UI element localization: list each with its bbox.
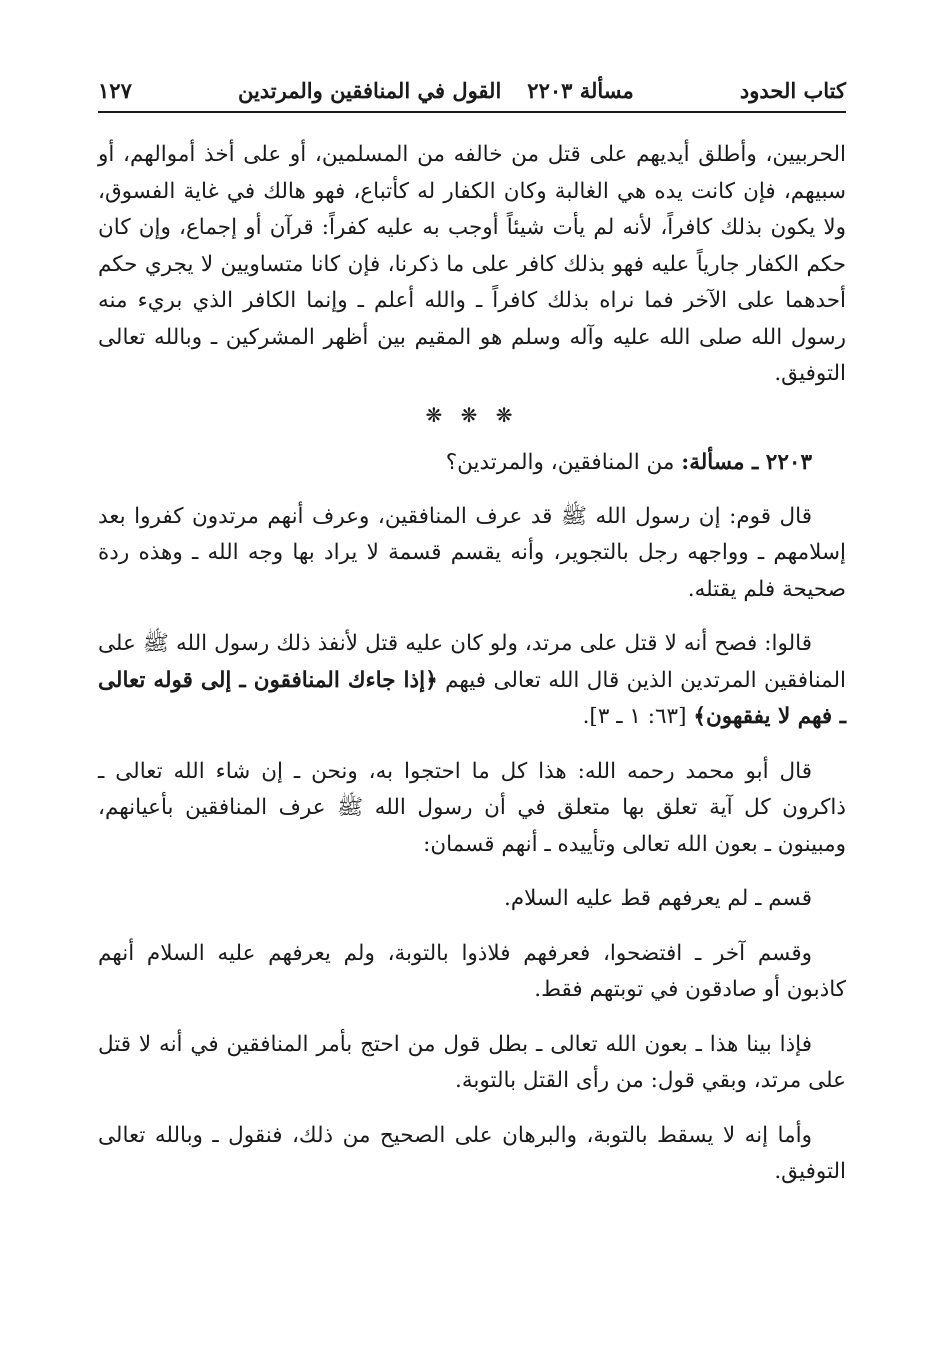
header-issue-number: مسألة ٢٢٠٣	[527, 78, 634, 103]
section-number: ٢٢٠٣ ـ مسألة:	[681, 449, 812, 475]
argument-text: قالوا: فصح أنه لا قتل على مرتد، ولو كان عليه قتل لأنفذ ذلك رسول الله ﷺ على المنافقين المرتدين الذين قال الله تعالى فيهم	[98, 631, 847, 693]
paragraph-continuation: الحربيين، وأطلق أيديهم على قتل من خالفه من المسلمين، أو على أخذ أموالهم، أو سبيهم، فإن كانت يده هي الغالبة وكان الكفار له كأتباع، فهو هالك في غاية الفسوق، ولا يكون بذلك كافراً، لأنه لم يأت شيئاً أوجب به عليه كفراً: قرآن أو إجماع، وإن كان حكم الكفار جارياً عليه فهو بذلك كافر على ما ذكرنا، فإن كانا متساويين لا يجري حكم أحدهما على الآخر فما نراه بذلك كافراً ـ والله أعلم ـ وإنما الكافر الذي بريء منه رسول الله صلى الله عليه وآله وسلم هو المقيم بين أظهر المشركين ـ وبالله تعالى التوفيق.	[98, 142, 846, 386]
section-separator: ❋ ❋ ❋	[425, 402, 519, 427]
quran-quote: ﴿إذا جاءك المنافقون ـ إلى قوله تعالى ـ فهم لا يفقهون﴾	[98, 667, 846, 729]
header-book-title: كتاب الحدود	[739, 78, 846, 103]
paragraph-first-category: قسم ـ لم يعرفهم قط عليه السلام.	[504, 886, 812, 911]
section-heading	[98, 445, 846, 481]
paragraph-second-category: وقسم آخر ـ افتضحوا، فعرفهم فلاذوا بالتوبة، ولم يعرفهم عليه السلام أنهم كاذبون أو صادقون في توبتهم فقط.	[98, 940, 846, 1002]
running-header	[98, 78, 846, 113]
header-chapter-title: القول في المنافقين والمرتدين	[237, 78, 502, 103]
paragraph-conclusion: فإذا بينا هذا ـ بعون الله تعالى ـ بطل قول من احتج بأمر المنافقين في أنه لا قتل على مرتد، وبقي قول: من رأى القتل بالتوبة.	[98, 1031, 846, 1093]
quran-reference: [٦٣: ١ ـ ٣].	[582, 704, 694, 729]
page-number: ١٢٧	[98, 78, 132, 103]
paragraph-response: قال أبو محمد رحمه الله: هذا كل ما احتجوا به، ونحن ـ إن شاء الله تعالى ـ ذاكرون كل آية تعلق بها متعلق في أن رسول الله ﷺ عرف المنافقين بأعيانهم، ومبينون ـ بعون الله تعالى وتأييده ـ أنهم قسمان:	[98, 758, 846, 857]
paragraph-claim: قال قوم: إن رسول الله ﷺ قد عرف المنافقين، وعرف أنهم مرتدون كفروا بعد إسلامهم ـ وواجهه رجل بالتجوير، وأنه يقسم قسمة لا يراد بها وجه الله ـ وهذه ردة صحيحة فلم يقتله.	[98, 503, 846, 602]
header-center	[238, 78, 634, 103]
paragraph-closing: وأما إنه لا يسقط بالتوبة، والبرهان على الصحيح من ذلك، فنقول ـ وبالله تعالى التوفيق.	[98, 1122, 846, 1184]
paragraph-argument	[98, 626, 846, 736]
section-question: من المنافقين، والمرتدين؟	[445, 449, 675, 475]
